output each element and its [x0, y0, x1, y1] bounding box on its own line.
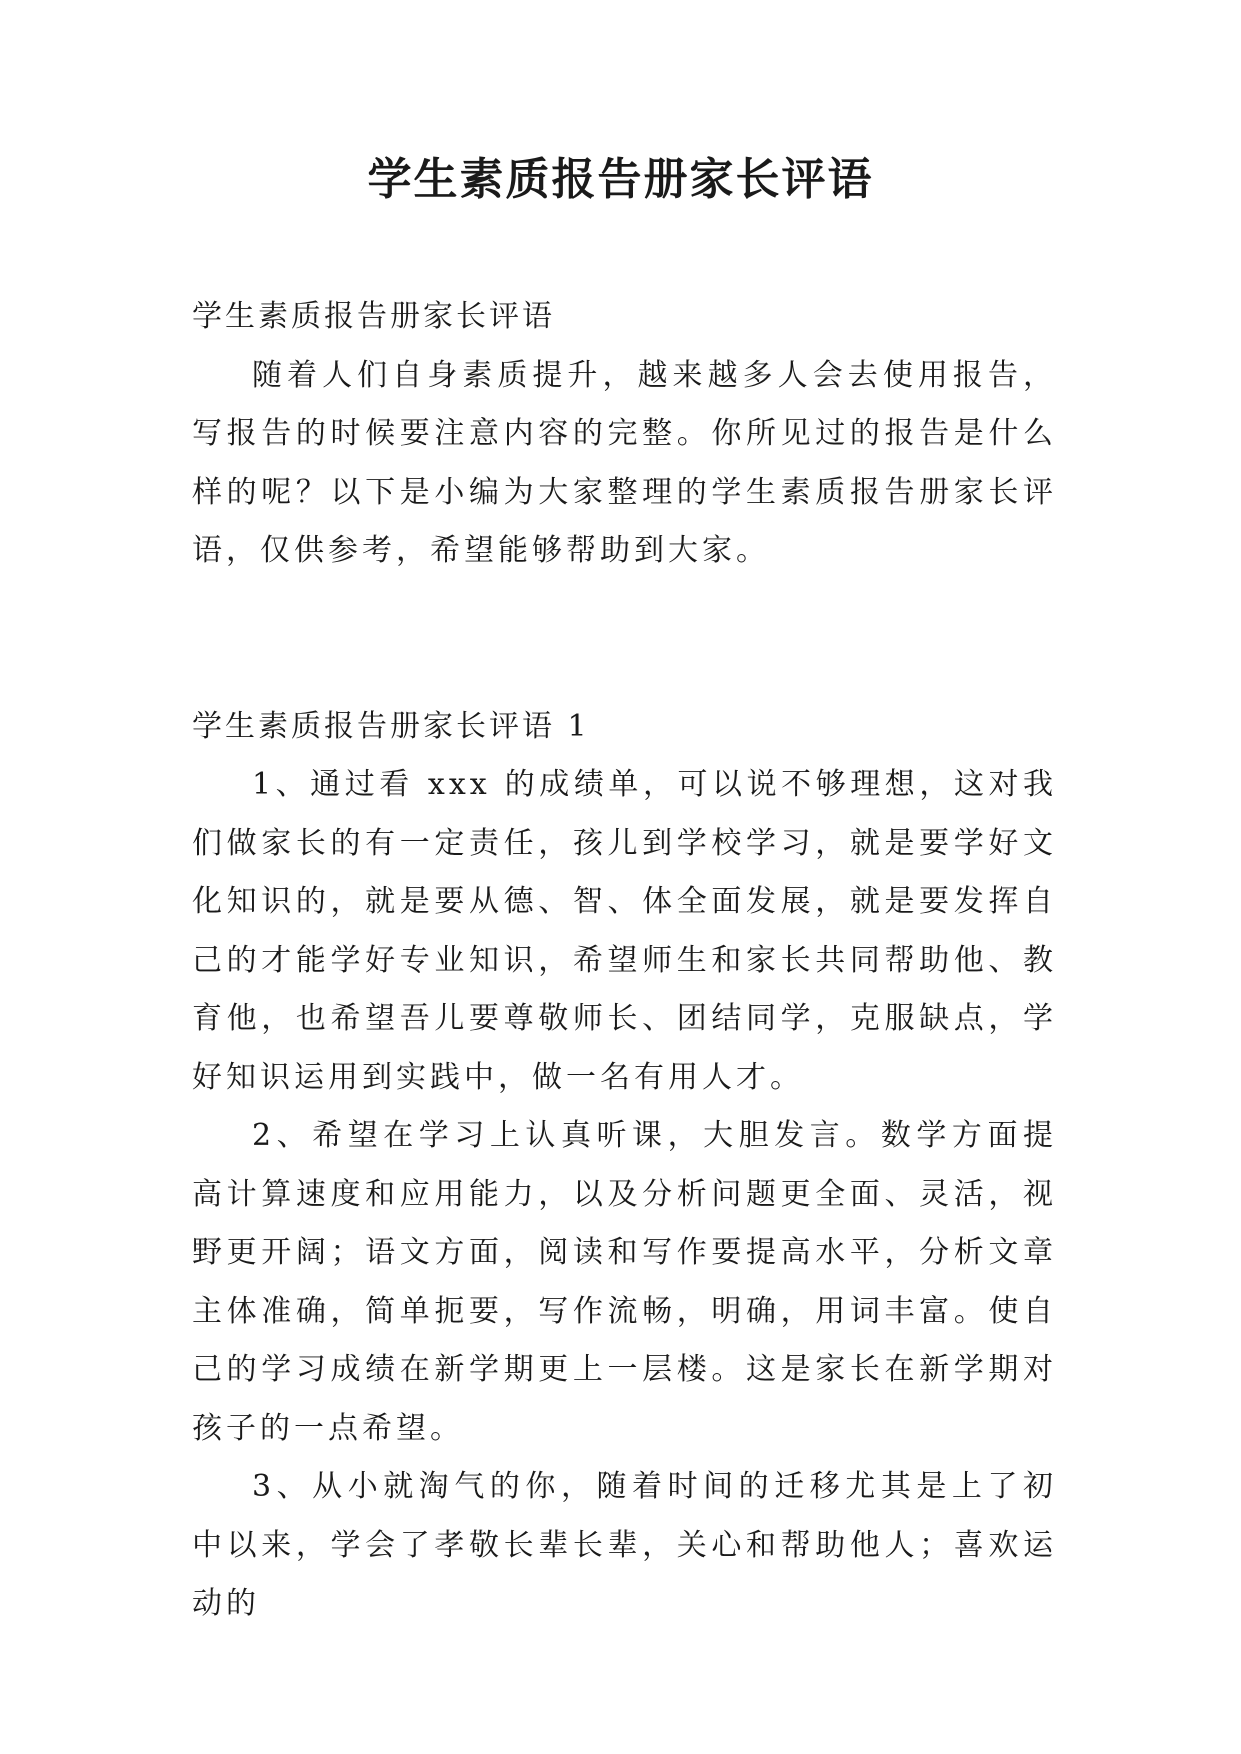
intro-paragraph: 随着人们自身素质提升，越来越多人会去使用报告，写报告的时候要注意内容的完整。你所见过的报告是什么样的呢？以下是小编为大家整理的学生素质报告册家长评语，仅供参考，希望能够帮助到大家。 — [192, 357, 1057, 568]
comment-item-1: 1、通过看 xxx 的成绩单，可以说不够理想，这对我们做家长的有一定责任，孩儿到学校学习，就是要学好文化知识的，就是要从德、智、体全面发展，就是要发挥自己的才能学好专业知识，希望师生和家长共同帮助他、教育他，也希望吾儿要尊敬师长、团结同学，克服缺点，学好知识运用到实践中，做一名有用人才。 — [192, 767, 1057, 1095]
section-heading: 学生素质报告册家长评语 1 — [192, 708, 590, 744]
document-body — [192, 288, 1057, 1634]
document-title: 学生素质报告册家长评语 — [367, 154, 874, 205]
section-spacer — [192, 581, 1057, 698]
comment-item-3: 3、从小就淘气的你，随着时间的迁移尤其是上了初中以来，学会了孝敬长辈长辈，关心和帮助他人；喜欢运动的 — [192, 1469, 1057, 1621]
intro-heading: 学生素质报告册家长评语 — [192, 299, 555, 334]
comment-item-2: 2、希望在学习上认真听课，大胆发言。数学方面提高计算速度和应用能力，以及分析问题更全面、灵活，视野更开阔；语文方面，阅读和写作要提高水平，分析文章主体准确，简单扼要，写作流畅，明确，用词丰富。使自己的学习成绩在新学期更上一层楼。这是家长在新学期对孩子的一点希望。 — [192, 1118, 1057, 1446]
